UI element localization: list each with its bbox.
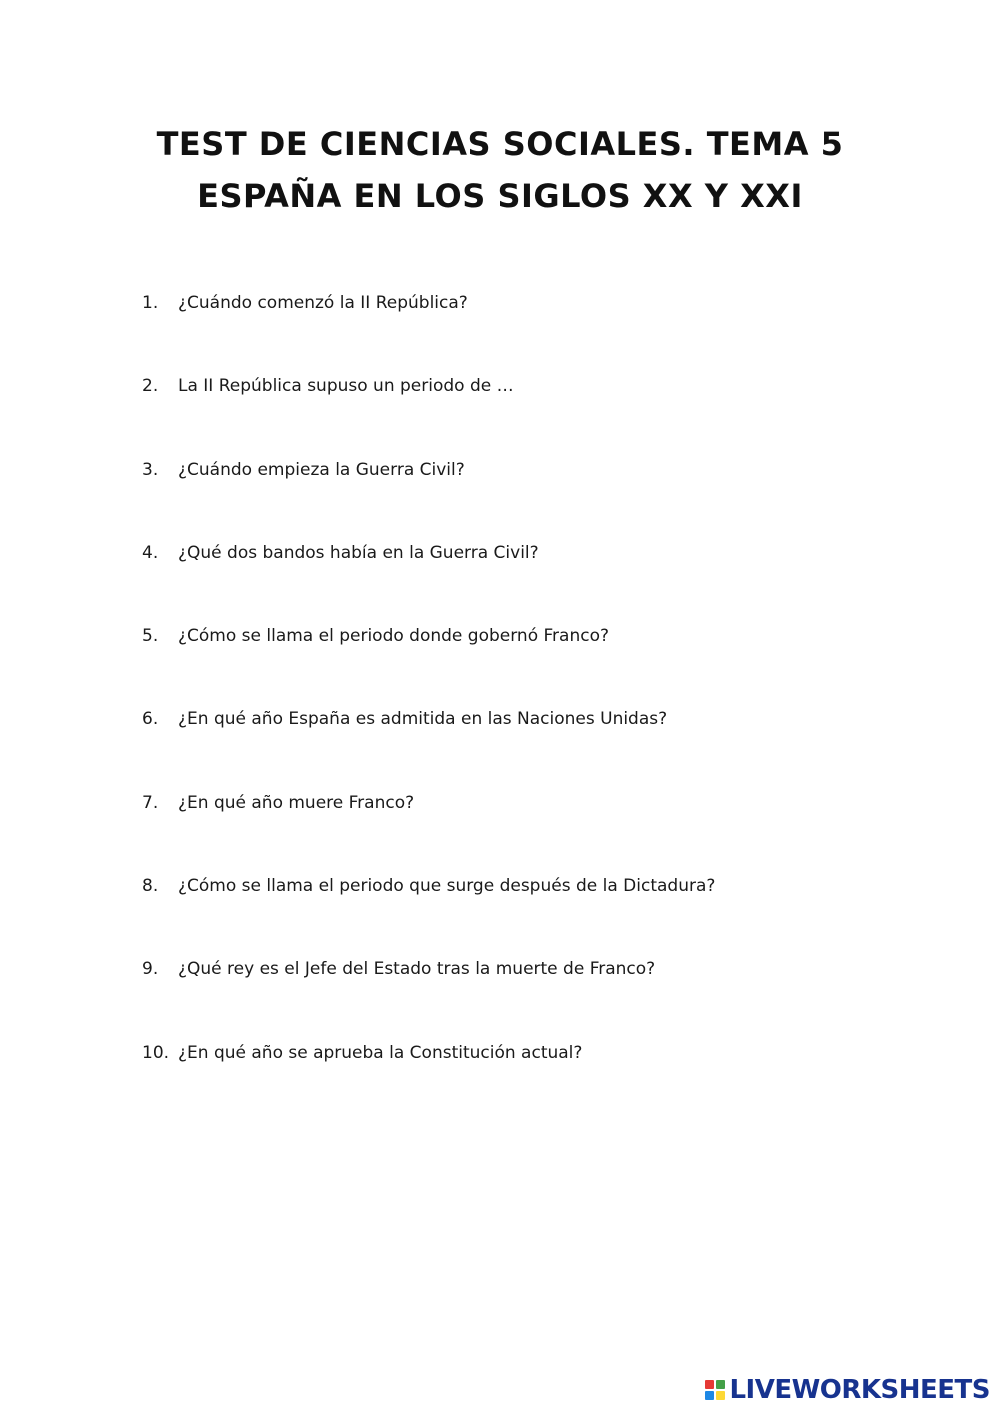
question-number: 7. bbox=[142, 792, 159, 813]
liveworksheets-logo-icon bbox=[705, 1380, 725, 1400]
question-number: 5. bbox=[142, 626, 159, 647]
liveworksheets-watermark bbox=[705, 1375, 990, 1405]
question-list bbox=[142, 291, 902, 1124]
question-number: 9. bbox=[142, 959, 159, 980]
question-number: 6. bbox=[142, 709, 159, 730]
question-text: ¿Qué dos bandos había en la Guerra Civil? bbox=[178, 542, 539, 563]
logo-square-yellow bbox=[716, 1391, 725, 1400]
watermark-text: LIVEWORKSHEETS bbox=[729, 1375, 990, 1405]
logo-square-red bbox=[705, 1380, 714, 1389]
question-item bbox=[142, 707, 902, 790]
question-item bbox=[142, 874, 902, 957]
question-number: 1. bbox=[142, 293, 159, 313]
question-item bbox=[142, 957, 902, 1040]
question-item bbox=[142, 1041, 902, 1124]
question-item bbox=[142, 624, 902, 707]
question-number: 8. bbox=[142, 876, 159, 897]
question-item bbox=[142, 374, 902, 457]
question-text: ¿Cómo se llama el periodo donde gobernó Franco? bbox=[178, 626, 609, 647]
title-line-2: ESPAÑA EN LOS SIGLOS XX Y XXI bbox=[197, 177, 803, 215]
logo-square-green bbox=[716, 1380, 725, 1389]
question-number: 2. bbox=[142, 376, 159, 397]
question-number: 3. bbox=[142, 459, 159, 480]
question-item bbox=[142, 791, 902, 874]
question-text: ¿En qué año se aprueba la Constitución actual? bbox=[178, 1042, 583, 1063]
question-text: ¿Qué rey es el Jefe del Estado tras la muerte de Franco? bbox=[178, 959, 656, 980]
worksheet-title bbox=[0, 118, 1000, 222]
question-item bbox=[142, 458, 902, 541]
question-number: 10. bbox=[142, 1042, 170, 1063]
question-item bbox=[142, 291, 902, 374]
question-item bbox=[142, 541, 902, 624]
question-text: ¿En qué año España es admitida en las Naciones Unidas? bbox=[178, 709, 668, 730]
question-text: ¿Cómo se llama el periodo que surge después de la Dictadura? bbox=[178, 876, 716, 897]
question-text: La II República supuso un periodo de … bbox=[178, 376, 514, 397]
logo-square-blue bbox=[705, 1391, 714, 1400]
title-line-1: TEST DE CIENCIAS SOCIALES. TEMA 5 bbox=[156, 125, 844, 163]
question-text: ¿Cuándo empieza la Guerra Civil? bbox=[178, 459, 465, 480]
question-text: ¿En qué año muere Franco? bbox=[178, 792, 415, 813]
question-number: 4. bbox=[142, 542, 159, 563]
question-text: ¿Cuándo comenzó la II República? bbox=[178, 293, 468, 313]
